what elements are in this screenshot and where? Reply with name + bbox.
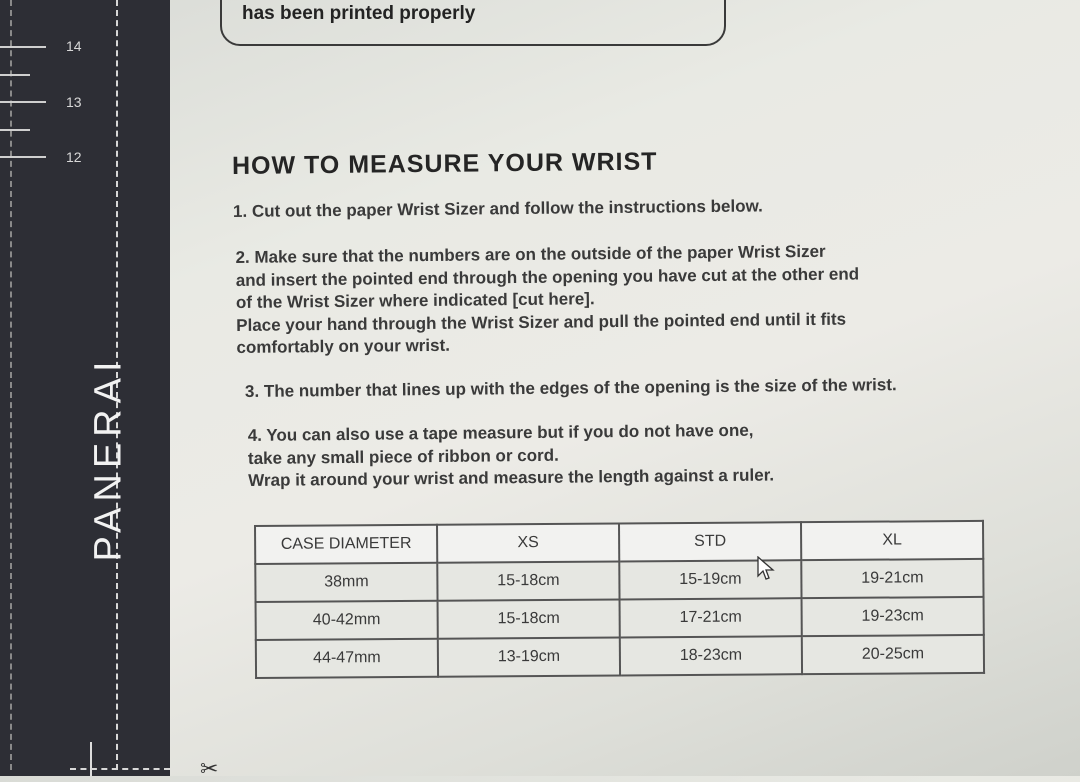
tick-mark [0,46,46,48]
tick-mark [0,129,30,131]
table-header-row [255,521,983,564]
instruction-line: 4. You can also use a tape measure but if you do not have one, [247,420,754,446]
page-title: HOW TO MEASURE YOUR WRIST [231,147,658,180]
wrist-sizer-strip [0,0,170,776]
tick-mark [0,156,46,158]
table-cell: 40-42mm [256,601,438,640]
instruction-step-2 [235,240,860,359]
tick-mark [0,101,46,103]
size-table [254,520,985,679]
header-xl: XL [801,521,983,560]
instruction-step-4 [248,419,775,492]
print-notice-text: has been printed properly [242,3,476,24]
table-row [256,597,984,640]
instruction-line: take any small piece of ribbon or cord. [247,445,559,468]
table-cell: 20-25cm [802,635,984,674]
table-cell: 44-47mm [256,639,438,678]
table-row [255,559,983,602]
instruction-line: Wrap it around your wrist and measure the length against a ruler. [248,465,775,490]
instruction-line: and insert the pointed end through the opening you have cut at the other end [235,263,860,290]
mouse-pointer-icon [756,556,778,582]
instruction-line: comfortably on your wrist. [236,335,451,357]
table-cell: 15-19cm [619,560,801,599]
tick-label: 13 [66,94,82,110]
brand-logo: PANERAI [87,355,130,562]
instruction-line: of the Wrist Sizer where indicated [cut here]. [235,289,595,312]
table-cell: 15-18cm [438,599,620,638]
instruction-step-3: 3. The number that lines up with the edges of the opening is the size of the wrist. [244,375,897,401]
instruction-line: 2. Make sure that the numbers are on the outside of the paper Wrist Sizer [235,241,826,268]
table-cell: 38mm [255,563,437,602]
instruction-line: Place your hand through the Wrist Sizer and pull the pointed end until it fits [236,309,847,335]
cut-line-bottom [70,768,170,770]
strip-end-mark [90,742,92,776]
table-cell: 19-21cm [801,559,983,598]
tick-mark [0,74,30,76]
table-cell: 13-19cm [438,637,620,676]
cut-line-left [10,0,12,770]
header-xs: XS [437,523,619,562]
instruction-step-1: 1. Cut out the paper Wrist Sizer and follow the instructions below. [232,196,763,221]
table-cell: 18-23cm [620,636,802,675]
header-std: STD [619,522,801,561]
table-cell: 17-21cm [620,598,802,637]
header-case-diameter: CASE DIAMETER [255,525,437,564]
tick-label: 14 [66,38,82,54]
table-row [256,635,984,678]
tick-label: 12 [66,149,82,165]
table-cell: 19-23cm [802,597,984,636]
table-cell: 15-18cm [437,561,619,600]
scissors-icon: ✂ [200,756,219,781]
